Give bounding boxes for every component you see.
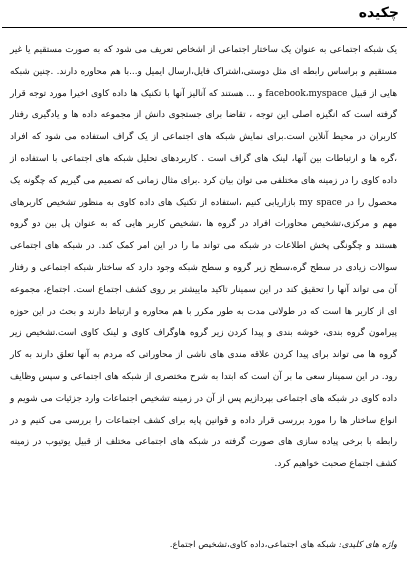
heading-divider (2, 27, 407, 28)
keywords-label: واژه های کلیدی: (338, 540, 397, 550)
keywords-list: شبکه های اجتماعی،داده کاوی،تشخیص اجتماع. (169, 540, 339, 550)
keywords-line (10, 538, 397, 552)
abstract-body: یک شبکه اجتماعی به عنوان یک ساختار اجتماعی از اشخاص تعریف می شود که به صورت مستقیم یا غیر مستقیم و براساس رابطه ای مثل دوستی،اشتراک فایل،ارسال ایمیل و...با هم محاوره دارند. .چنین شبکه هایی از قبیل facebook،myspace و ... هستند که آنالیز آنها با تکنیک ها داده کاوی اخیرا مورد توجه قرار گرفته است که انگیزه اصلی این توجه ، تقاضا برای جستجوی دانش از مجموعه داده ها و یادگیری رفتار کاربران در محیط آنلاین است.برای نمایش شبکه های اجتماعی از یک گراف استفاده می شود که افراد ،گره ها و ارتباطات بین آنها، لینک های گراف است . کاربردهای تحلیل شبکه های اجتماعی با استفاده از داده کاوی را در زمینه های مختلفی می توان بیان کرد .برای مثال زمانی که تصمیم می گیریم که چگونه یک محصول را در my space بازاریابی کنیم ،استفاده از تکنیک های داده کاوی به منظور تشخیص کاربرهای مهم و مرکزی،تشخیص محاورات افراد در گروه ها ،تشخیص کاربر هایی که به عنوان پل بین دو گروه هستند و چگونگی پخش اطلاعات در شبکه می تواند ما را در این امر کمک کند. در شبکه های اجتماعی سوالات زیادی در سطح گره،سطح زیر گروه و سطح شبکه وجود دارد که ساختار شبکه اجتماعی و رفتار آن می تواند آنها را تحقیق کند در این سمینار تاکید ماییشتر بر روی کشف اجتماع است. اجتماع، مجموعه ای از کاربر ها است که در طولانی مدت به طور مکرر با هم محاوره و ارتباط دارند و بحث در این حوزه پیرامون گروه بندی، خوشه بندی و پیدا کردن زیر گروه هاوگراف کاوی و لینک کاوی است.تشخیص زیر گروه ها می تواند برای پیدا کردن علاقه مندی های ناشی از محاوراتی که مردم به آنها تعلق دارند به کار رود. در این سمینار سعی ما بر آن است که ابتدا به شرح مختصری از شبکه های اجتماعی و سپس وظایف داده کاوی در شبکه های اجتماعی بپردازیم پس از آن در زمینه تشخیص اجتماعات وارد جزئیات می شویم و انواع ساختار ها را مورد بررسی قرار داده و قوانین پایه برای کشف اجتماعات را بررسی می کنیم و در رابطه با برخی پیاده سازی های صورت گرفته در شبکه های اجتماعی مختلف از قبیل یوتیوب در زمینه کشف اجتماع صحبت خواهیم کرد. (10, 45, 397, 470)
abstract-heading: چکیده (358, 5, 399, 21)
